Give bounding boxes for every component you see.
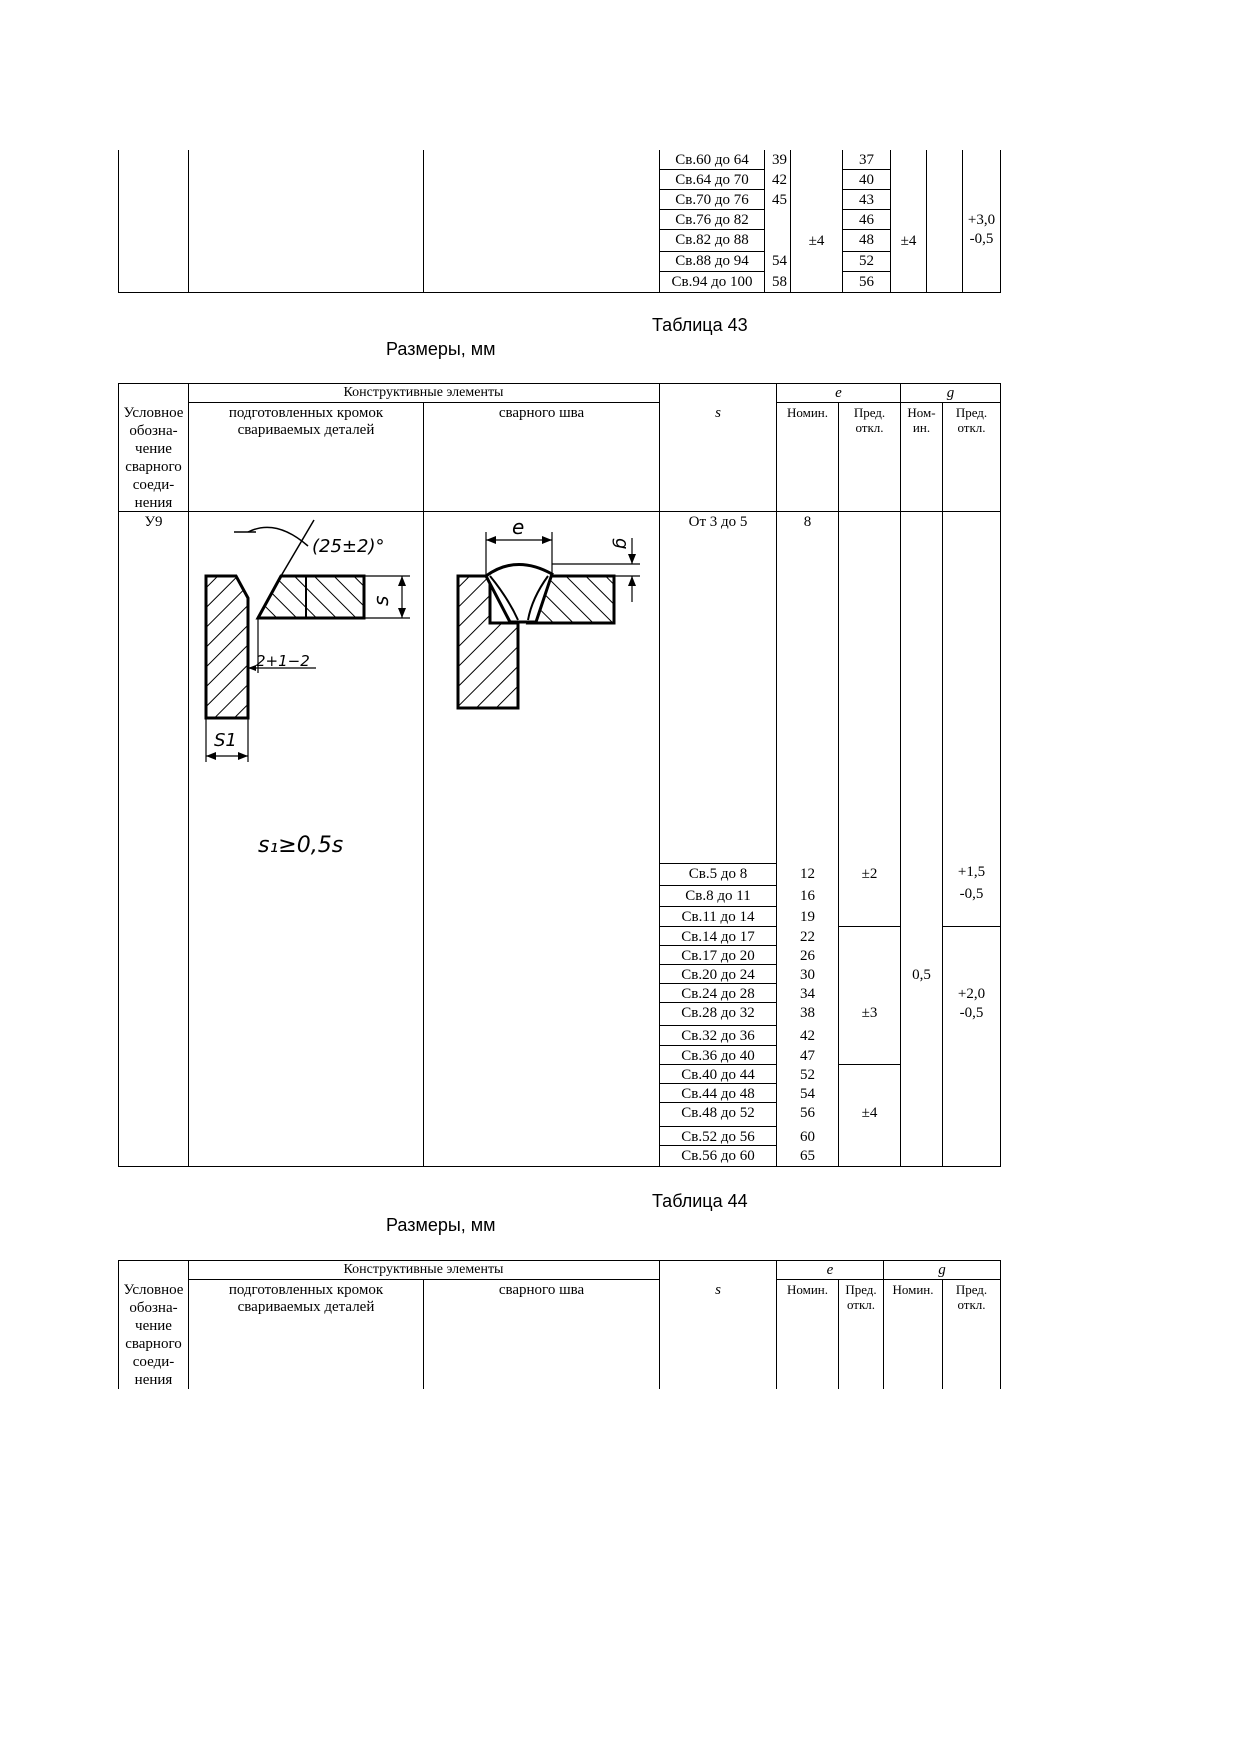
e-nominal: 30 xyxy=(800,967,815,983)
header-g: g xyxy=(946,385,955,401)
value: 42 xyxy=(772,172,787,188)
e-nominal: 42 xyxy=(800,1028,815,1044)
value: 46 xyxy=(859,212,874,228)
header-s: s xyxy=(715,1282,721,1298)
s-range: Св.76 до 82 xyxy=(675,212,749,228)
value: 56 xyxy=(859,274,874,290)
header-g: g xyxy=(938,1262,946,1278)
value: 40 xyxy=(859,172,874,188)
table-caption: Таблица 44 xyxy=(652,1191,748,1211)
s-range: Св.94 до 100 xyxy=(671,274,753,290)
s-range: Св.20 до 24 xyxy=(681,967,755,983)
weld-drawing xyxy=(428,518,654,718)
s-range: Св.17 до 20 xyxy=(681,948,755,964)
e-nominal: 22 xyxy=(800,929,815,945)
tolerance: ±4 xyxy=(808,233,825,249)
e-nominal: 52 xyxy=(800,1067,815,1083)
e-nominal: 19 xyxy=(800,909,815,925)
header-designation: Условное обозна- чение сварного соеди- нения xyxy=(123,405,184,511)
s-range: Св.60 до 64 xyxy=(675,152,749,168)
g-label: g xyxy=(611,538,632,550)
header-g-deviation: Пред. откл. xyxy=(955,405,988,435)
angle-label: (25±2)° xyxy=(312,536,385,557)
header-e-nominal: Номин. xyxy=(786,1282,829,1297)
tolerance-lower: -0,5 xyxy=(969,231,994,247)
s-range: Св.48 до 52 xyxy=(681,1105,755,1121)
g-nominal: 0,5 xyxy=(912,967,931,983)
e-nominal: 26 xyxy=(800,948,815,964)
s-range: Св.88 до 94 xyxy=(675,253,749,269)
s-range: Св.40 до 44 xyxy=(681,1067,755,1083)
s-range: Св.11 до 14 xyxy=(681,909,755,925)
e-tolerance: ±3 xyxy=(861,1005,878,1021)
e-nominal: 8 xyxy=(803,514,812,530)
value: 43 xyxy=(859,192,874,208)
e-nominal: 38 xyxy=(800,1005,815,1021)
s-range: Св.52 до 56 xyxy=(681,1129,755,1145)
s-range: Св.36 до 40 xyxy=(681,1048,755,1064)
header-s: s xyxy=(715,405,721,421)
s-range: Св.14 до 17 xyxy=(681,929,755,945)
header-g-nominal: Номин. xyxy=(892,1282,934,1297)
value: 37 xyxy=(859,152,874,168)
s-range: От 3 до 5 xyxy=(688,514,748,530)
value: 45 xyxy=(772,192,787,208)
value: 52 xyxy=(859,253,874,269)
tolerance: ±4 xyxy=(900,233,917,249)
joint-designation: У9 xyxy=(144,514,163,530)
header-prepared-edges: подготовленных кромок свариваемых деталей xyxy=(228,1282,384,1315)
header-e: e xyxy=(835,385,842,401)
g-tolerance-upper: +2,0 xyxy=(957,986,986,1002)
e-nominal: 12 xyxy=(800,866,815,882)
thickness-note: s₁≥0,5s xyxy=(258,833,344,858)
s-range: Св.44 до 48 xyxy=(681,1086,755,1102)
header-weld: сварного шва xyxy=(498,1282,585,1298)
s-range: Св.8 до 11 xyxy=(685,888,751,904)
units-caption: Размеры, мм xyxy=(386,339,496,359)
e-tolerance: ±4 xyxy=(861,1105,878,1121)
s-range: Св.82 до 88 xyxy=(675,232,749,248)
g-tolerance-lower: -0,5 xyxy=(959,886,984,902)
g-tolerance-upper: +1,5 xyxy=(957,864,986,880)
s-range: Св.64 до 70 xyxy=(675,172,749,188)
e-nominal: 34 xyxy=(800,986,815,1002)
s-range: Св.56 до 60 xyxy=(681,1148,755,1164)
e-nominal: 56 xyxy=(800,1105,815,1121)
s-range: Св.5 до 8 xyxy=(688,866,748,882)
header-group: Конструктивные элементы xyxy=(343,1262,504,1277)
value: 54 xyxy=(772,253,787,269)
e-nominal: 47 xyxy=(800,1048,815,1064)
value: 48 xyxy=(859,232,874,248)
value: 39 xyxy=(772,152,787,168)
header-e: e xyxy=(826,1262,834,1278)
header-weld: сварного шва xyxy=(498,405,585,421)
e-nominal: 16 xyxy=(800,888,815,904)
g-tolerance-lower: -0,5 xyxy=(959,1005,984,1021)
e-nominal: 54 xyxy=(800,1086,815,1102)
header-group: Конструктивные элементы xyxy=(343,385,504,400)
edge-preparation-drawing xyxy=(196,518,418,858)
value: 58 xyxy=(772,274,787,290)
tolerance-upper: +3,0 xyxy=(967,212,996,228)
s-label: s xyxy=(369,595,393,606)
s1-label: S1 xyxy=(214,730,237,751)
e-nominal: 65 xyxy=(800,1148,815,1164)
e-nominal: 60 xyxy=(800,1129,815,1145)
s-range: Св.28 до 32 xyxy=(681,1005,755,1021)
header-designation: Условное обозна- чение сварного соеди- нения xyxy=(123,1282,184,1388)
units-caption: Размеры, мм xyxy=(386,1215,496,1235)
header-e-nominal: Номин. xyxy=(786,405,829,420)
e-label: e xyxy=(512,518,525,539)
header-e-deviation: Пред. откл. xyxy=(845,1282,877,1312)
header-e-deviation: Пред. откл. xyxy=(853,405,886,435)
s-range: Св.70 до 76 xyxy=(675,192,749,208)
header-g-nominal: Ном- ин. xyxy=(907,405,936,435)
header-prepared-edges: подготовленных кромок свариваемых деталей xyxy=(228,405,384,438)
gap-label: 2+1−2 xyxy=(256,652,310,670)
table-caption: Таблица 43 xyxy=(652,315,748,335)
e-tolerance: ±2 xyxy=(861,866,878,882)
s-range: Св.24 до 28 xyxy=(681,986,755,1002)
s-range: Св.32 до 36 xyxy=(681,1028,755,1044)
header-g-deviation: Пред. откл. xyxy=(955,1282,988,1312)
